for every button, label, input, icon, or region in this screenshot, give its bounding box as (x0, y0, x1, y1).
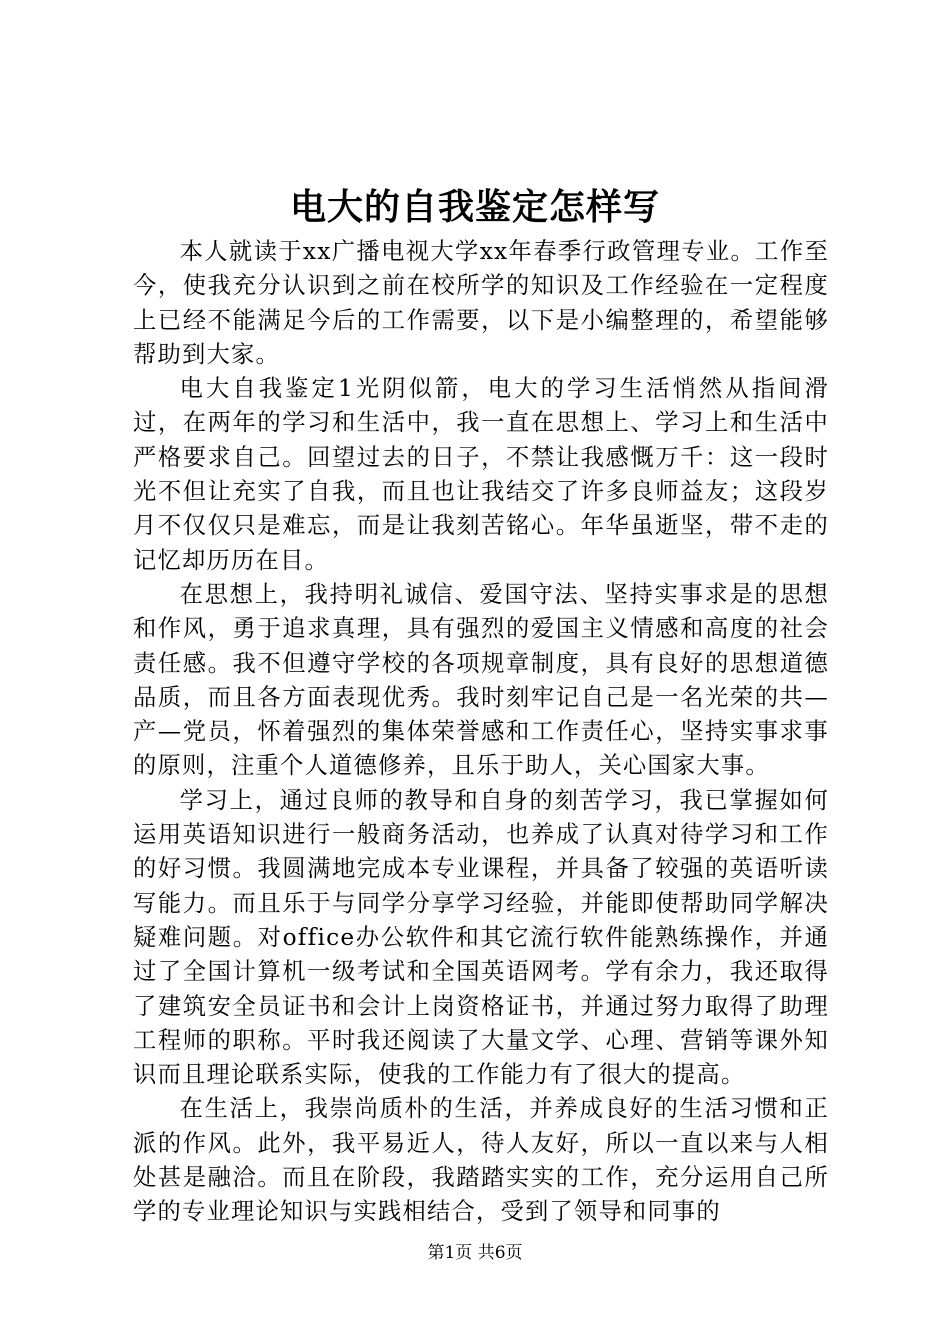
paragraph-intro: 本人就读于xx广播电视大学xx年春季行政管理专业。工作至今，使我充分认识到之前在校所学的知识及工作经验在一定程度上已经不能满足今后的工作需要，以下是小编整理的，希望能够帮助到大家。 (133, 238, 829, 368)
paragraph-ideology: 在思想上，我持明礼诚信、爱国守法、坚持实事求是的思想和作风，勇于追求真理，具有强烈的爱国主义情感和高度的社会责任感。我不但遵守学校的各项规章制度，具有良好的思想道德品质，而且各方面表现优秀。我时刻牢记自己是一名光荣的共—产—党员，怀着强烈的集体荣誉感和工作责任心，坚持实事求事的原则，注重个人道德修养，且乐于助人，关心国家大事。 (133, 580, 829, 780)
document-body (133, 235, 829, 1230)
paragraph-life: 在生活上，我崇尚质朴的生活，并养成良好的生活习惯和正派的作风。此外，我平易近人，待人友好，所以一直以来与人相处甚是融洽。而且在阶段，我踏踏实实的工作，充分运用自己所学的专业理论知识与实践相结合，受到了领导和同事的 (133, 1095, 829, 1226)
page-footer: 第1页 共6页 (427, 1243, 523, 1263)
paragraph-self-assessment: 电大自我鉴定1光阴似箭，电大的学习生活悄然从指间滑过，在两年的学习和生活中，我一直在思想上、学习上和生活中严格要求自己。回望过去的日子，不禁让我感慨万千：这一段时光不但让充实了自我，而且也让我结交了许多良师益友；这段岁月不仅仅只是难忘，而是让我刻苦铭心。年华虽逝坚，带不走的记忆却历历在目。 (133, 375, 829, 574)
paragraph-study: 学习上，通过良师的教导和自身的刻苦学习，我已掌握如何运用英语知识进行一般商务活动，也养成了认真对待学习和工作的好习惯。我圆满地完成本专业课程，并具备了较强的英语听读写能力。而且乐于与同学分享学习经验，并能即使帮助同学解决疑难问题。对office办公软件和其它流行软件能熟练操作，并通过了全国计算机一级考试和全国英语网考。学有余力，我还取得了建筑安全员证书和会计上岗资格证书，并通过努力取得了助理工程师的职称。平时我还阅读了大量文学、心理、营销等课外知识而且理论联系实际，使我的工作能力有了很大的提高。 (133, 786, 829, 1089)
document-title: 电大的自我鉴定怎样写 (289, 186, 660, 228)
